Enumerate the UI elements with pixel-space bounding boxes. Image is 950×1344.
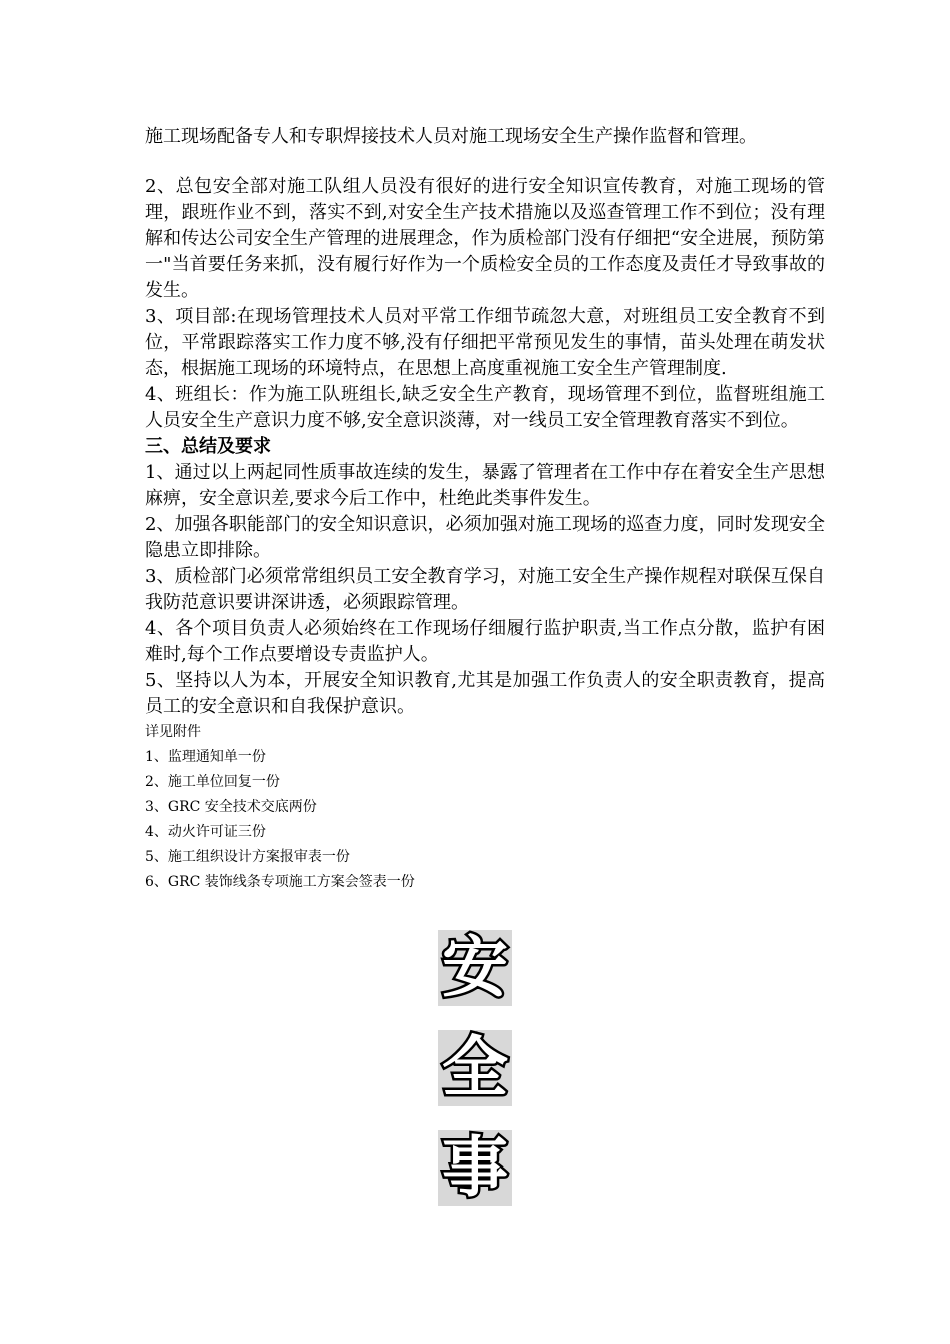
attachment-item-3: 3、GRC 安全技术交底两份 [145, 799, 317, 815]
analysis-paragraph-4: 4、班组长：作为施工队班组长,缺乏安全生产教育，现场管理不到位，监督班组施工人员安全生产意识力度不够,安全意识淡薄，对一线员工安全管理教育落实不到位。 [145, 384, 825, 431]
document-body [145, 124, 825, 895]
requirement-item-3: 3、质检部门必须常常组织员工安全教育学习，对施工安全生产操作规程对联保互保自我防范意识要讲深讲透，必须跟踪管理。 [145, 566, 825, 613]
requirement-item-2: 2、加强各职能部门的安全知识意识，必须加强对施工现场的巡查力度，同时发现安全隐患立即排除。 [145, 514, 825, 561]
stamp-char-box-2 [438, 1030, 512, 1106]
stamp-char-3: 事 [442, 1129, 508, 1206]
requirement-item-4: 4、各个项目负责人必须始终在工作现场仔细履行监护职责,当工作点分散，监护有困难时,每个工作点要增设专责监护人。 [145, 618, 825, 665]
requirement-item-1: 1、通过以上两起同性质事故连续的发生，暴露了管理者在工作中存在着安全生产思想麻痹，安全意识差,要求今后工作中，杜绝此类事件发生。 [145, 462, 825, 509]
section-heading: 三、总结及要求 [145, 436, 271, 457]
requirement-item-5: 5、坚持以人为本，开展安全知识教育,尤其是加强工作负责人的安全职责教育，提高员工的安全意识和自我保护意识。 [145, 670, 825, 717]
attachment-item-5: 5、施工组织设计方案报审表一份 [145, 849, 350, 865]
intro-paragraph: 施工现场配备专人和专职焊接技术人员对施工现场安全生产操作监督和管理。 [145, 126, 757, 147]
analysis-paragraph-3: 3、项目部:在现场管理技术人员对平常工作细节疏忽大意，对班组员工安全教育不到位，平常跟踪落实工作力度不够,没有仔细把平常预见发生的事情，苗头处理在萌发状态，根据施工现场的环境特点，在思想上高度重视施工安全生产管理制度. [145, 306, 825, 379]
stamp-char-box-3 [438, 1130, 512, 1206]
attachment-item-1: 1、监理通知单一份 [145, 749, 266, 765]
attachment-item-6: 6、GRC 装饰线条专项施工方案会签表一份 [145, 874, 415, 890]
stamp-char-1: 安 [442, 929, 508, 1006]
attachment-item-2: 2、施工单位回复一份 [145, 774, 280, 790]
title-stamp-column [438, 930, 512, 1230]
stamp-char-2: 全 [442, 1029, 508, 1106]
attachments-title: 详见附件 [145, 724, 201, 740]
stamp-char-box-1 [438, 930, 512, 1006]
attachment-item-4: 4、动火许可证三份 [145, 824, 266, 840]
analysis-paragraph-2: 2、总包安全部对施工队组人员没有很好的进行安全知识宣传教育，对施工现场的管理，跟班作业不到，落实不到,对安全生产技术措施以及巡查管理工作不到位；没有理解和传达公司安全生产管理的进展理念，作为质检部门没有仔细把“安全进展，预防第一"当首要任务来抓，没有履行好作为一个质检安全员的工作态度及责任才导致事故的发生。 [145, 176, 825, 301]
